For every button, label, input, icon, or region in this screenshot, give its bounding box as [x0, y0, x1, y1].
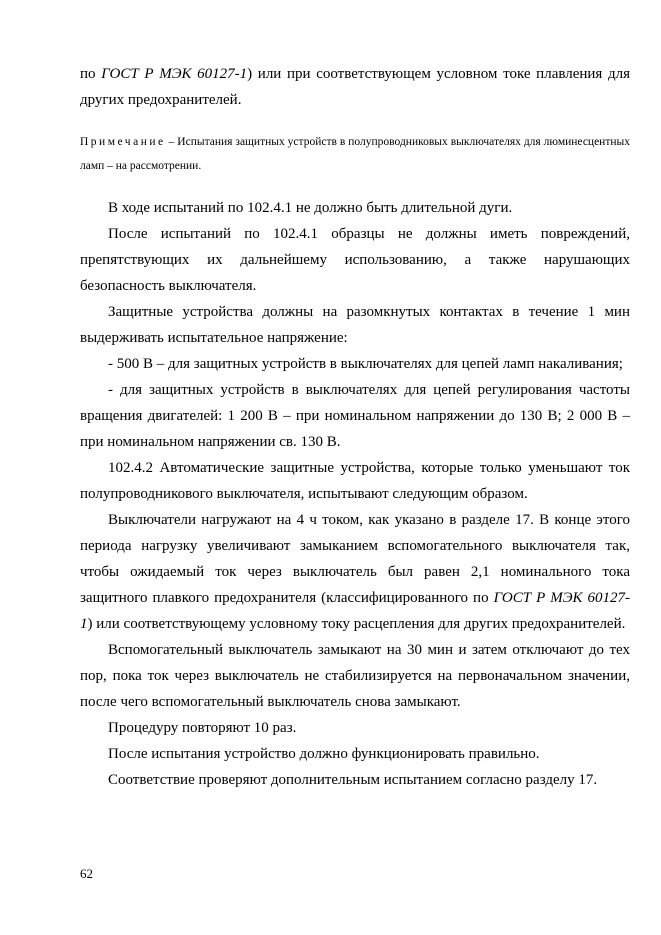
paragraph-continued [80, 61, 630, 113]
list-item: - 500 В – для защитных устройств в выключателях для цепей ламп накаливания; [108, 356, 623, 372]
paragraph: Соответствие проверяют дополнительным испытанием согласно разделу 17. [108, 772, 598, 788]
standard-reference: ГОСТ Р МЭК 60127-1 [101, 66, 248, 82]
note-paragraph [80, 130, 630, 178]
text-run: ) или при соответствующем условном токе плавления для других предохранителей. [80, 66, 631, 108]
text-run: ) или соответствующему условному току расцепления для других предохранителей. [87, 616, 626, 632]
paragraph: После испытаний по 102.4.1 образцы не должны иметь повреждений, препятствующих их дальнейшему использованию, а также нарушающих безопасность выключателя. [80, 226, 630, 294]
text-run: по [80, 66, 102, 82]
paragraph [80, 507, 630, 637]
standard-reference: ГОСТ Р МЭК 60127-1 [80, 590, 631, 632]
section-paragraph: 102.4.2 Автоматические защитные устройства, которые только уменьшают ток полупроводникового выключателя, испытывают следующим образом. [80, 460, 630, 502]
text-run: Выключатели нагружают на 4 ч током, как указано в разделе 17. В конце этого периода нагрузку увеличивают замыканием вспомогательного выключателя так, чтобы ожидаемый ток через выключатель был равен 2,1 номинального тока защитного плавкого предохранителя (классифицированного по [80, 512, 630, 606]
note-text: – Испытания защитных устройств в полупроводниковых выключателях для люминесцентных ламп – на рассмотрении. [80, 136, 630, 172]
document-body [80, 61, 630, 793]
paragraph: Вспомогательный выключатель замыкают на 30 мин и затем отключают до тех пор, пока ток через выключатель не стабилизируется на первоначальном значении, после чего вспомогательный выключатель снова замыкают. [80, 642, 630, 710]
list-item: - для защитных устройств в выключателях для цепей регулирования частоты вращения двигателей: 1 200 В – при номинальном напряжении до 130 В; 2 000 В – при номинальном напряжении св. 130 В. [80, 382, 630, 450]
paragraph: После испытания устройство должно функционировать правильно. [108, 746, 540, 762]
page-number: 62 [80, 866, 93, 881]
paragraph: Защитные устройства должны на разомкнутых контактах в течение 1 мин выдерживать испытательное напряжение: [80, 304, 630, 346]
paragraph: Процедуру повторяют 10 раз. [108, 720, 297, 736]
paragraph: В ходе испытаний по 102.4.1 не должно быть длительной дуги. [108, 200, 513, 216]
note-label: Примечание [80, 136, 166, 148]
